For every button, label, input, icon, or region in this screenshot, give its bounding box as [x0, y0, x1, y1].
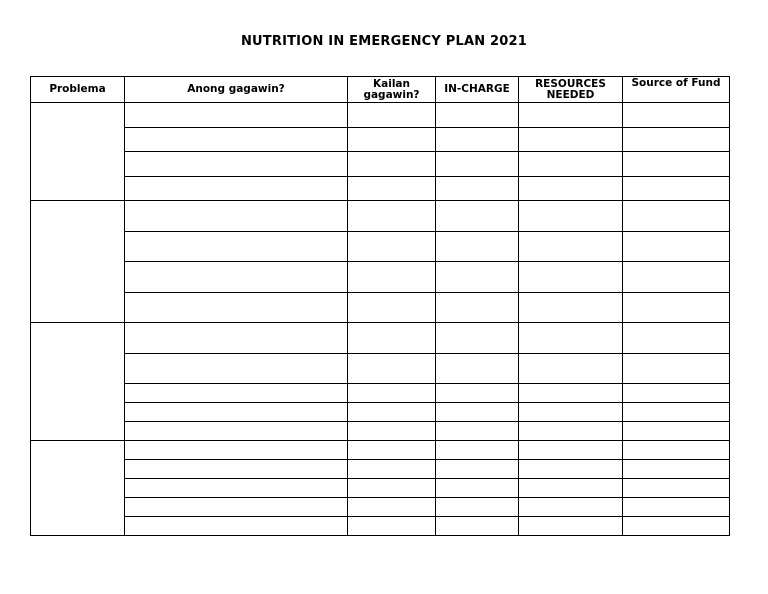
- table-row: [31, 127, 730, 152]
- header-resources-line2: NEEDED: [546, 88, 595, 101]
- action-cell[interactable]: [125, 152, 348, 177]
- fund-cell[interactable]: [623, 103, 730, 128]
- when-cell[interactable]: [348, 460, 436, 479]
- resources-cell[interactable]: [519, 127, 623, 152]
- action-cell[interactable]: [125, 323, 348, 354]
- resources-cell[interactable]: [519, 176, 623, 201]
- action-cell[interactable]: [125, 498, 348, 517]
- table-row: [31, 441, 730, 460]
- in-charge-cell[interactable]: [436, 176, 519, 201]
- fund-cell[interactable]: [623, 201, 730, 232]
- in-charge-cell[interactable]: [436, 292, 519, 323]
- in-charge-cell[interactable]: [436, 353, 519, 384]
- header-resources-needed: [519, 77, 623, 103]
- in-charge-cell[interactable]: [436, 323, 519, 354]
- in-charge-cell[interactable]: [436, 152, 519, 177]
- in-charge-cell[interactable]: [436, 479, 519, 498]
- resources-cell[interactable]: [519, 403, 623, 422]
- action-cell[interactable]: [125, 231, 348, 262]
- action-cell[interactable]: [125, 460, 348, 479]
- table-row: [31, 103, 730, 128]
- problem-cell[interactable]: [31, 103, 125, 201]
- fund-cell[interactable]: [623, 231, 730, 262]
- in-charge-cell[interactable]: [436, 403, 519, 422]
- resources-cell[interactable]: [519, 384, 623, 403]
- action-cell[interactable]: [125, 353, 348, 384]
- fund-cell[interactable]: [623, 517, 730, 536]
- resources-cell[interactable]: [519, 517, 623, 536]
- when-cell[interactable]: [348, 201, 436, 232]
- when-cell[interactable]: [348, 103, 436, 128]
- resources-cell[interactable]: [519, 201, 623, 232]
- when-cell[interactable]: [348, 152, 436, 177]
- when-cell[interactable]: [348, 262, 436, 293]
- header-kailan-gagawin: [348, 77, 436, 103]
- fund-cell[interactable]: [623, 323, 730, 354]
- header-kailan-line1: Kailan: [373, 77, 410, 90]
- action-cell[interactable]: [125, 127, 348, 152]
- in-charge-cell[interactable]: [436, 422, 519, 441]
- action-cell[interactable]: [125, 441, 348, 460]
- problem-cell[interactable]: [31, 201, 125, 323]
- in-charge-cell[interactable]: [436, 262, 519, 293]
- resources-cell[interactable]: [519, 262, 623, 293]
- in-charge-cell[interactable]: [436, 517, 519, 536]
- fund-cell[interactable]: [623, 498, 730, 517]
- when-cell[interactable]: [348, 384, 436, 403]
- in-charge-cell[interactable]: [436, 460, 519, 479]
- when-cell[interactable]: [348, 292, 436, 323]
- fund-cell[interactable]: [623, 292, 730, 323]
- in-charge-cell[interactable]: [436, 103, 519, 128]
- fund-cell[interactable]: [623, 422, 730, 441]
- action-cell[interactable]: [125, 479, 348, 498]
- in-charge-cell[interactable]: [436, 498, 519, 517]
- header-in-charge: IN-CHARGE: [436, 77, 519, 103]
- action-cell[interactable]: [125, 517, 348, 536]
- when-cell[interactable]: [348, 403, 436, 422]
- action-cell[interactable]: [125, 103, 348, 128]
- in-charge-cell[interactable]: [436, 384, 519, 403]
- fund-cell[interactable]: [623, 460, 730, 479]
- resources-cell[interactable]: [519, 498, 623, 517]
- resources-cell[interactable]: [519, 460, 623, 479]
- resources-cell[interactable]: [519, 353, 623, 384]
- in-charge-cell[interactable]: [436, 231, 519, 262]
- fund-cell[interactable]: [623, 403, 730, 422]
- fund-cell[interactable]: [623, 176, 730, 201]
- when-cell[interactable]: [348, 422, 436, 441]
- header-problema: Problema: [31, 77, 125, 103]
- nutrition-plan-table: [30, 76, 730, 536]
- table-row: [31, 403, 730, 422]
- resources-cell[interactable]: [519, 422, 623, 441]
- table-row: [31, 201, 730, 232]
- problem-cell[interactable]: [31, 323, 125, 441]
- when-cell[interactable]: [348, 231, 436, 262]
- fund-cell[interactable]: [623, 479, 730, 498]
- fund-cell[interactable]: [623, 127, 730, 152]
- header-anong-gagawin: Anong gagawin?: [125, 77, 348, 103]
- when-cell[interactable]: [348, 127, 436, 152]
- fund-cell[interactable]: [623, 384, 730, 403]
- resources-cell[interactable]: [519, 152, 623, 177]
- in-charge-cell[interactable]: [436, 127, 519, 152]
- fund-cell[interactable]: [623, 353, 730, 384]
- when-cell[interactable]: [348, 479, 436, 498]
- when-cell[interactable]: [348, 441, 436, 460]
- resources-cell[interactable]: [519, 323, 623, 354]
- header-kailan-line2: gagawin?: [363, 88, 420, 101]
- action-cell[interactable]: [125, 201, 348, 232]
- when-cell[interactable]: [348, 498, 436, 517]
- resources-cell[interactable]: [519, 231, 623, 262]
- table-row: [31, 231, 730, 262]
- action-cell[interactable]: [125, 422, 348, 441]
- action-cell[interactable]: [125, 292, 348, 323]
- table-row: [31, 353, 730, 384]
- table-row: [31, 292, 730, 323]
- table-row: [31, 384, 730, 403]
- action-cell[interactable]: [125, 403, 348, 422]
- fund-cell[interactable]: [623, 441, 730, 460]
- when-cell[interactable]: [348, 323, 436, 354]
- in-charge-cell[interactable]: [436, 441, 519, 460]
- page-title: NUTRITION IN EMERGENCY PLAN 2021: [240, 34, 528, 49]
- table-header: [31, 77, 730, 103]
- when-cell[interactable]: [348, 176, 436, 201]
- header-resources-line1: RESOURCES: [535, 77, 606, 90]
- table-row: [31, 262, 730, 293]
- when-cell[interactable]: [348, 353, 436, 384]
- fund-cell[interactable]: [623, 262, 730, 293]
- header-source-of-fund: Source of Fund: [623, 77, 730, 103]
- problem-cell[interactable]: [31, 441, 125, 536]
- table-row: [31, 498, 730, 517]
- when-cell[interactable]: [348, 517, 436, 536]
- resources-cell[interactable]: [519, 441, 623, 460]
- action-cell[interactable]: [125, 262, 348, 293]
- table-row: [31, 176, 730, 201]
- fund-cell[interactable]: [623, 152, 730, 177]
- table-row: [31, 460, 730, 479]
- action-cell[interactable]: [125, 176, 348, 201]
- table-row: [31, 152, 730, 177]
- action-cell[interactable]: [125, 384, 348, 403]
- table-row: [31, 422, 730, 441]
- resources-cell[interactable]: [519, 292, 623, 323]
- table-row: [31, 323, 730, 354]
- table-body: [31, 103, 730, 536]
- in-charge-cell[interactable]: [436, 201, 519, 232]
- resources-cell[interactable]: [519, 103, 623, 128]
- resources-cell[interactable]: [519, 479, 623, 498]
- table-row: [31, 517, 730, 536]
- table-row: [31, 479, 730, 498]
